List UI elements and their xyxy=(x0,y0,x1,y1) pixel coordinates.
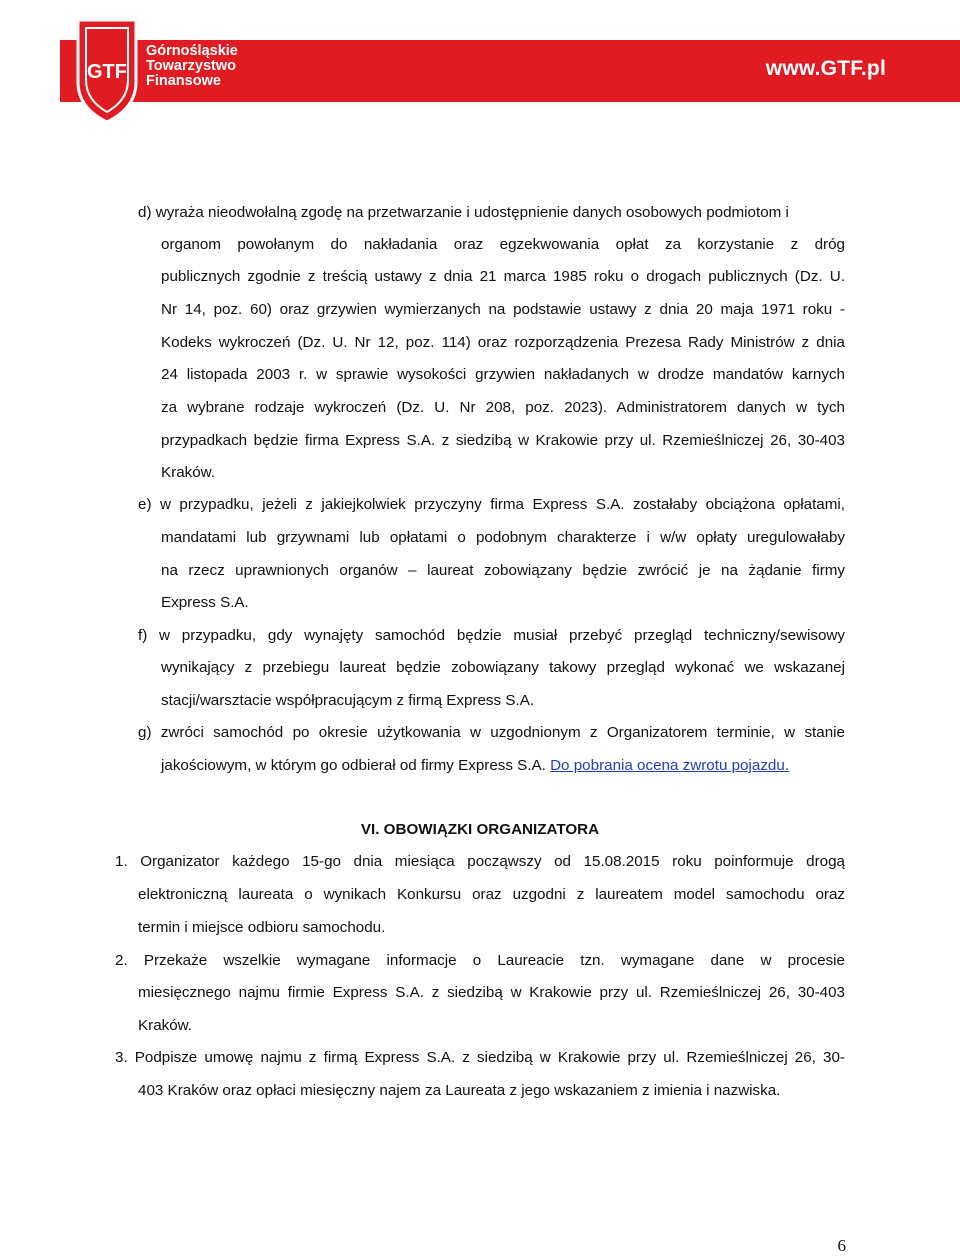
paragraph-line: na rzecz uprawnionych organów – laureat zobowiązany będzie zwrócić je na żądanie firmy xyxy=(161,562,845,579)
paragraph-line: elektroniczną laureata o wynikach Konkursu oraz uzgodni z laureatem model samochodu oraz xyxy=(138,886,845,903)
paragraph-text: jakościowym, w którym go odbierał od firmy Express S.A. xyxy=(161,757,551,774)
paragraph-line: 403 Kraków oraz opłaci miesięczny najem za Laureata z jego wskazaniem z imienia i nazwiska. xyxy=(138,1082,781,1099)
paragraph-line: publicznych zgodnie z treścią ustawy z dnia 21 marca 1985 roku o drogach publicznych (Dz. U. xyxy=(161,268,845,285)
company-name-line: Górnośląskie xyxy=(146,43,238,59)
company-name-line: Towarzystwo xyxy=(146,58,236,74)
paragraph-line: wynikający z przebiegu laureat będzie zobowiązany takowy przegląd wykonać we wskazanej xyxy=(161,659,845,676)
paragraph-line: mandatami lub grzywnami lub opłatami o podobnym charakterze i w/w opłaty uregulowałaby xyxy=(161,529,845,546)
paragraph-text: d) wyraża nieodwołalną zgodę na przetwarzanie i udostępnienie danych osobowych podmiotom i xyxy=(138,204,789,221)
paragraph-line: e) w przypadku, jeżeli z jakiejkolwiek przyczyny firma Express S.A. zostałaby obciążona opłatami, xyxy=(138,496,845,513)
paragraph-line: Nr 14, poz. 60) oraz grzywien wymierzanych na podstawie ustawy z dnia 20 maja 1971 roku - xyxy=(161,301,845,318)
paragraph-line: Kraków. xyxy=(138,1017,193,1034)
paragraph-line: Express S.A. xyxy=(161,594,249,611)
paragraph-line: 24 listopada 2003 r. w sprawie wysokości grzywien nakładanych w drodze mandatów karnych xyxy=(161,366,845,383)
paragraph-line: miesięcznego najmu firmie Express S.A. z siedzibą w Krakowie przy ul. Rzemieślniczej 26, 30-403 xyxy=(138,984,845,1001)
paragraph-line: 2. Przekaże wszelkie wymagane informacje o Laureacie tzn. wymagane dane w procesie xyxy=(115,952,845,969)
download-return-assessment-link[interactable]: Do pobrania ocena zwrotu pojazdu. xyxy=(550,757,790,774)
paragraph-line: przypadkach będzie firma Express S.A. z siedzibą w Krakowie przy ul. Rzemieślniczej 26, 30-403 xyxy=(161,432,845,449)
paragraph-line: 1. Organizator każdego 15-go dnia miesiąca począwszy od 15.08.2015 roku poinformuje drogą xyxy=(115,853,845,870)
paragraph-line: stacji/warsztacie współpracującym z firmą Express S.A. xyxy=(161,692,535,709)
paragraph-line: Kraków. xyxy=(161,464,216,481)
company-name xyxy=(146,44,256,89)
paragraph-line xyxy=(161,757,789,774)
gtf-logo-icon xyxy=(74,16,140,126)
paragraph-line: za wybrane rodzaje wykroczeń (Dz. U. Nr 208, poz. 2023). Administratorem danych w tych xyxy=(161,399,845,416)
paragraph-line: g) zwróci samochód po okresie użytkowania w uzgodnionym z Organizatorem terminie, w stanie xyxy=(138,724,845,741)
paragraph-line xyxy=(138,204,844,221)
paragraph-line: 3. Podpisze umowę najmu z firmą Express S.A. z siedzibą w Krakowie przy ul. Rzemieślniczej 26, 30- xyxy=(115,1049,845,1066)
logo-mark-text: GTF xyxy=(87,61,127,83)
header-margin xyxy=(0,40,60,102)
paragraph-line: f) w przypadku, gdy wynajęty samochód będzie musiał przebyć przegląd techniczny/sewisowy xyxy=(138,627,845,644)
paragraph-line: organom powołanym do nakładania oraz egzekwowania opłat za korzystanie z dróg xyxy=(161,236,845,253)
paragraph-line: termin i miejsce odbioru samochodu. xyxy=(138,919,386,936)
company-name-line: Finansowe xyxy=(146,73,221,89)
paragraph-line: Kodeks wykroczeń (Dz. U. Nr 12, poz. 114) oraz rozporządzenia Prezesa Rady Ministrów z dnia xyxy=(161,334,845,351)
page-number: 6 xyxy=(837,1236,846,1255)
section-heading: VI. OBOWIĄZKI ORGANIZATORA xyxy=(360,821,600,838)
site-url[interactable]: www.GTF.pl xyxy=(765,57,886,80)
